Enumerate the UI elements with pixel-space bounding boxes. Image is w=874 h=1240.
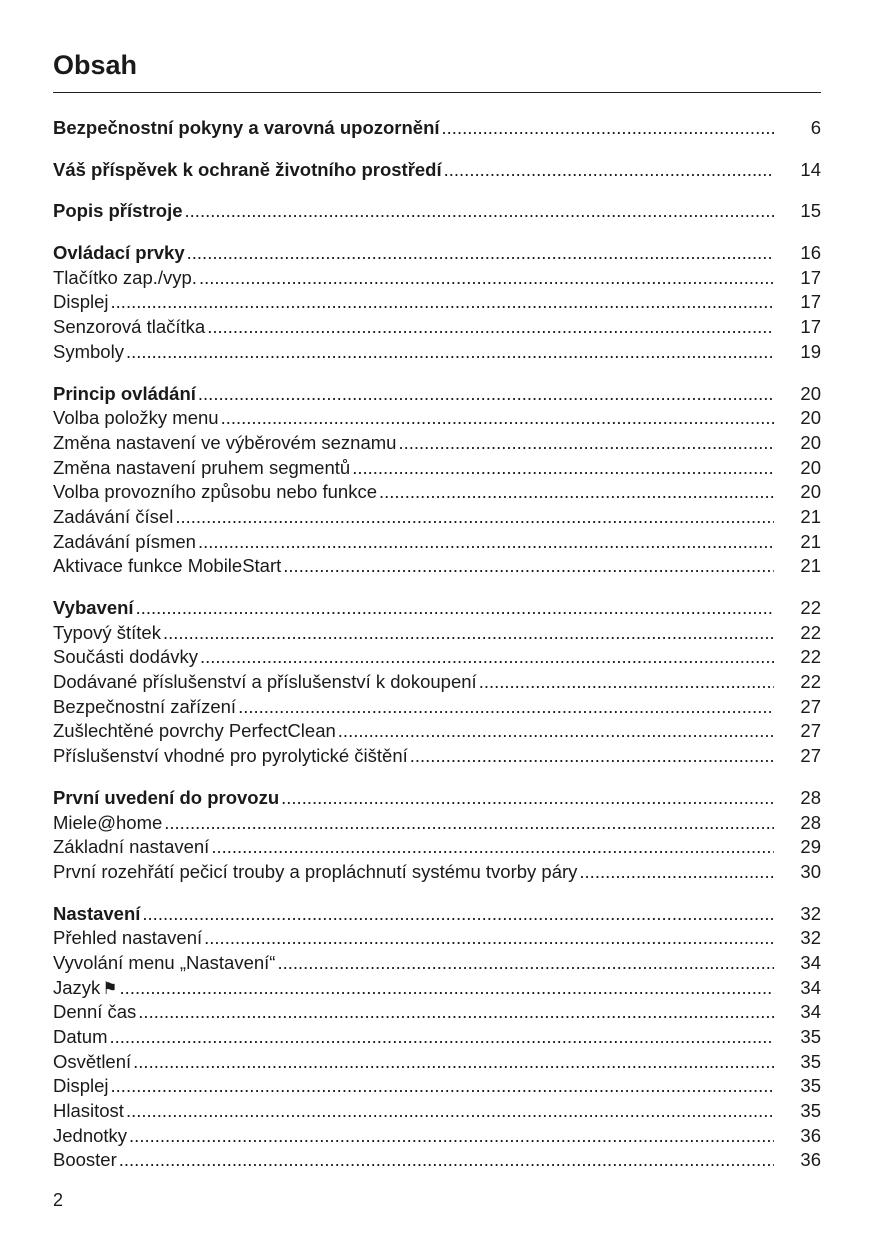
toc-entry[interactable] <box>53 456 821 481</box>
toc-entry-page: 20 <box>800 431 821 453</box>
toc-entry-page: 20 <box>800 456 821 478</box>
toc-entry-page: 27 <box>800 695 821 717</box>
toc-entry-label: Symboly <box>53 340 124 362</box>
toc-entry-label: Ovládací prvky <box>53 242 185 264</box>
toc-entry[interactable] <box>53 670 821 695</box>
dot-leader <box>200 645 774 670</box>
toc-section <box>53 116 821 141</box>
toc-entry[interactable] <box>53 1148 821 1173</box>
toc-section <box>53 596 821 769</box>
toc-entry-label: Váš příspěvek k ochraně životního prostředí <box>53 158 442 180</box>
dot-leader <box>277 951 774 976</box>
dot-leader <box>185 199 774 224</box>
toc-chapter-entry[interactable] <box>53 596 821 621</box>
toc-entry[interactable] <box>53 1025 821 1050</box>
toc-entry-page: 19 <box>800 340 821 362</box>
toc-entry[interactable] <box>53 744 821 769</box>
dot-leader <box>138 1000 774 1025</box>
dot-leader <box>211 835 774 860</box>
dot-leader <box>199 266 774 291</box>
toc-entry[interactable] <box>53 719 821 744</box>
toc-entry-page: 28 <box>800 786 821 808</box>
dot-leader <box>398 431 774 456</box>
dot-leader <box>338 719 774 744</box>
page-title: Obsah <box>53 50 138 80</box>
dot-leader <box>221 406 774 431</box>
toc-entry[interactable] <box>53 860 821 885</box>
toc-entry[interactable] <box>53 554 821 579</box>
toc-entry[interactable] <box>53 505 821 530</box>
toc-entry[interactable] <box>53 1074 821 1099</box>
toc-entry[interactable] <box>53 406 821 431</box>
toc-entry-page: 36 <box>800 1149 821 1171</box>
toc-entry-page: 22 <box>800 597 821 618</box>
dot-leader <box>136 596 774 621</box>
toc-entry-page: 17 <box>800 266 821 288</box>
flag-icon: ⚑ <box>102 978 118 998</box>
toc-entry[interactable] <box>53 340 821 365</box>
toc-entry-label: Jazyk <box>53 976 101 998</box>
toc-chapter-entry[interactable] <box>53 786 821 811</box>
dot-leader <box>119 1148 774 1173</box>
toc-entry-page: 29 <box>800 836 821 858</box>
toc-entry[interactable] <box>53 530 821 555</box>
toc-entry[interactable] <box>53 290 821 315</box>
toc-entry[interactable] <box>53 1000 821 1025</box>
toc-entry-page: 17 <box>800 291 821 313</box>
toc-entry-label: Typový štítek <box>53 621 161 643</box>
dot-leader <box>126 1099 774 1124</box>
toc-chapter-entry[interactable] <box>53 199 821 224</box>
toc-entry-page: 27 <box>800 720 821 742</box>
toc-section <box>53 158 821 183</box>
toc-chapter-entry[interactable] <box>53 158 821 183</box>
toc-entry[interactable] <box>53 480 821 505</box>
toc-entry-page: 21 <box>800 505 821 527</box>
title-divider <box>53 92 821 93</box>
dot-leader <box>281 786 774 811</box>
dot-leader <box>379 480 774 505</box>
toc-chapter-entry[interactable] <box>53 382 821 407</box>
toc-section <box>53 199 821 224</box>
toc-entry-label: Osvětlení <box>53 1050 132 1072</box>
toc-section <box>53 786 821 885</box>
toc-entry[interactable] <box>53 645 821 670</box>
toc-entry-page: 17 <box>800 316 821 338</box>
dot-leader <box>579 860 774 885</box>
toc-entry-page: 36 <box>800 1124 821 1146</box>
toc-entry-label: Nastavení <box>53 902 141 924</box>
toc-entry-label: Vyvolání menu „Nastavení“ <box>53 951 276 973</box>
toc-entry-page: 34 <box>800 976 821 998</box>
toc-entry-page: 20 <box>800 407 821 429</box>
toc-entry-label: Volba položky menu <box>53 407 219 429</box>
toc-entry[interactable] <box>53 926 821 951</box>
dot-leader <box>126 340 774 365</box>
toc-entry-page: 21 <box>800 555 821 577</box>
toc-entry[interactable] <box>53 1124 821 1149</box>
toc-entry-page: 15 <box>800 200 821 222</box>
toc-entry-page: 6 <box>810 117 821 138</box>
toc-entry-label: Displej <box>53 1075 109 1097</box>
toc-entry-label: Popis přístroje <box>53 200 183 222</box>
toc-entry[interactable] <box>53 951 821 976</box>
toc-entry-label: Princip ovládání <box>53 382 196 404</box>
toc-section <box>53 241 821 364</box>
toc-entry-page: 22 <box>800 671 821 693</box>
dot-leader <box>163 621 774 646</box>
dot-leader <box>207 315 774 340</box>
toc-entry-page: 16 <box>800 242 821 264</box>
dot-leader <box>444 158 774 183</box>
toc-entry-page: 34 <box>800 1001 821 1023</box>
table-of-contents <box>53 116 821 1190</box>
toc-entry-page: 21 <box>800 530 821 552</box>
dot-leader <box>238 695 774 720</box>
toc-entry-page: 35 <box>800 1075 821 1097</box>
toc-entry-label: Denní čas <box>53 1001 137 1023</box>
toc-entry-label: Volba provozního způsobu nebo funkce <box>53 481 377 503</box>
page-number: 2 <box>53 1190 64 1210</box>
toc-entry-label: Příslušenství vhodné pro pyrolytické čištění <box>53 745 408 767</box>
toc-entry-label: Bezpečnostní zařízení <box>53 695 237 717</box>
dot-leader <box>120 976 774 1001</box>
dot-leader <box>111 290 774 315</box>
toc-entry-label: Přehled nastavení <box>53 927 203 949</box>
dot-leader <box>198 382 774 407</box>
toc-chapter-entry[interactable] <box>53 116 821 141</box>
toc-entry-label: Datum <box>53 1026 108 1047</box>
toc-entry-label: Zadávání čísel <box>53 505 174 527</box>
toc-entry-label: Základní nastavení <box>53 836 210 858</box>
dot-leader <box>198 530 774 555</box>
dot-leader <box>352 456 774 481</box>
toc-entry-page: 34 <box>800 951 821 973</box>
toc-entry-page: 35 <box>800 1050 821 1072</box>
toc-chapter-entry[interactable] <box>53 902 821 927</box>
toc-entry-label: Aktivace funkce MobileStart <box>53 555 282 577</box>
toc-entry-label: Změna nastavení pruhem segmentů <box>53 456 351 478</box>
toc-entry[interactable] <box>53 315 821 340</box>
toc-entry[interactable] <box>53 621 821 646</box>
toc-entry[interactable] <box>53 1099 821 1124</box>
toc-section <box>53 382 821 580</box>
toc-section <box>53 902 821 1174</box>
toc-entry-label: Tlačítko zap./vyp. <box>53 266 197 288</box>
dot-leader <box>187 241 774 266</box>
toc-entry[interactable] <box>53 811 821 836</box>
toc-entry[interactable] <box>53 976 821 1001</box>
toc-entry-page: 14 <box>800 158 821 180</box>
toc-entry-page: 20 <box>800 382 821 404</box>
dot-leader <box>110 1025 775 1050</box>
toc-entry[interactable] <box>53 431 821 456</box>
toc-entry-label: Součásti dodávky <box>53 646 199 668</box>
toc-entry-label: Booster <box>53 1149 117 1171</box>
toc-entry-page: 22 <box>800 646 821 668</box>
toc-entry-label: Změna nastavení ve výběrovém seznamu <box>53 431 397 453</box>
toc-entry-label: První rozehřátí pečicí trouby a propláchnutí systému tvorby páry <box>53 860 578 882</box>
toc-entry[interactable] <box>53 835 821 860</box>
toc-entry-label: Senzorová tlačítka <box>53 316 206 338</box>
toc-entry-page: 27 <box>800 745 821 767</box>
toc-entry-label: Miele@home <box>53 811 163 833</box>
toc-entry-page: 35 <box>800 1100 821 1122</box>
toc-chapter-entry[interactable] <box>53 241 821 266</box>
toc-entry-label: Jednotky <box>53 1124 128 1146</box>
dot-leader <box>442 116 774 141</box>
toc-entry-label: Hlasitost <box>53 1100 124 1122</box>
dot-leader <box>129 1124 774 1149</box>
toc-entry[interactable] <box>53 266 821 291</box>
toc-entry-label: Dodávané příslušenství a příslušenství k dokoupení <box>53 671 477 693</box>
toc-entry-label: První uvedení do provozu <box>53 786 280 808</box>
toc-entry-label: Bezpečnostní pokyny a varovná upozornění <box>53 117 440 138</box>
toc-entry[interactable] <box>53 695 821 720</box>
dot-leader <box>410 744 774 769</box>
dot-leader <box>111 1074 774 1099</box>
toc-entry-page: 30 <box>800 860 821 882</box>
dot-leader <box>175 505 774 530</box>
toc-entry-page: 35 <box>800 1026 821 1047</box>
dot-leader <box>283 554 774 579</box>
toc-entry-label: Displej <box>53 291 109 313</box>
dot-leader <box>164 811 774 836</box>
toc-entry-page: 32 <box>800 902 821 924</box>
toc-entry-label: Zušlechtěné povrchy PerfectClean <box>53 720 336 742</box>
toc-entry[interactable] <box>53 1050 821 1075</box>
toc-entry-label: Zadávání písmen <box>53 530 196 552</box>
toc-entry-page: 32 <box>800 927 821 949</box>
dot-leader <box>142 902 774 927</box>
toc-entry-page: 28 <box>800 811 821 833</box>
toc-entry-label: Vybavení <box>53 597 134 618</box>
dot-leader <box>479 670 774 695</box>
dot-leader <box>204 926 774 951</box>
toc-entry-page: 20 <box>800 481 821 503</box>
dot-leader <box>133 1050 774 1075</box>
toc-entry-page: 22 <box>800 621 821 643</box>
